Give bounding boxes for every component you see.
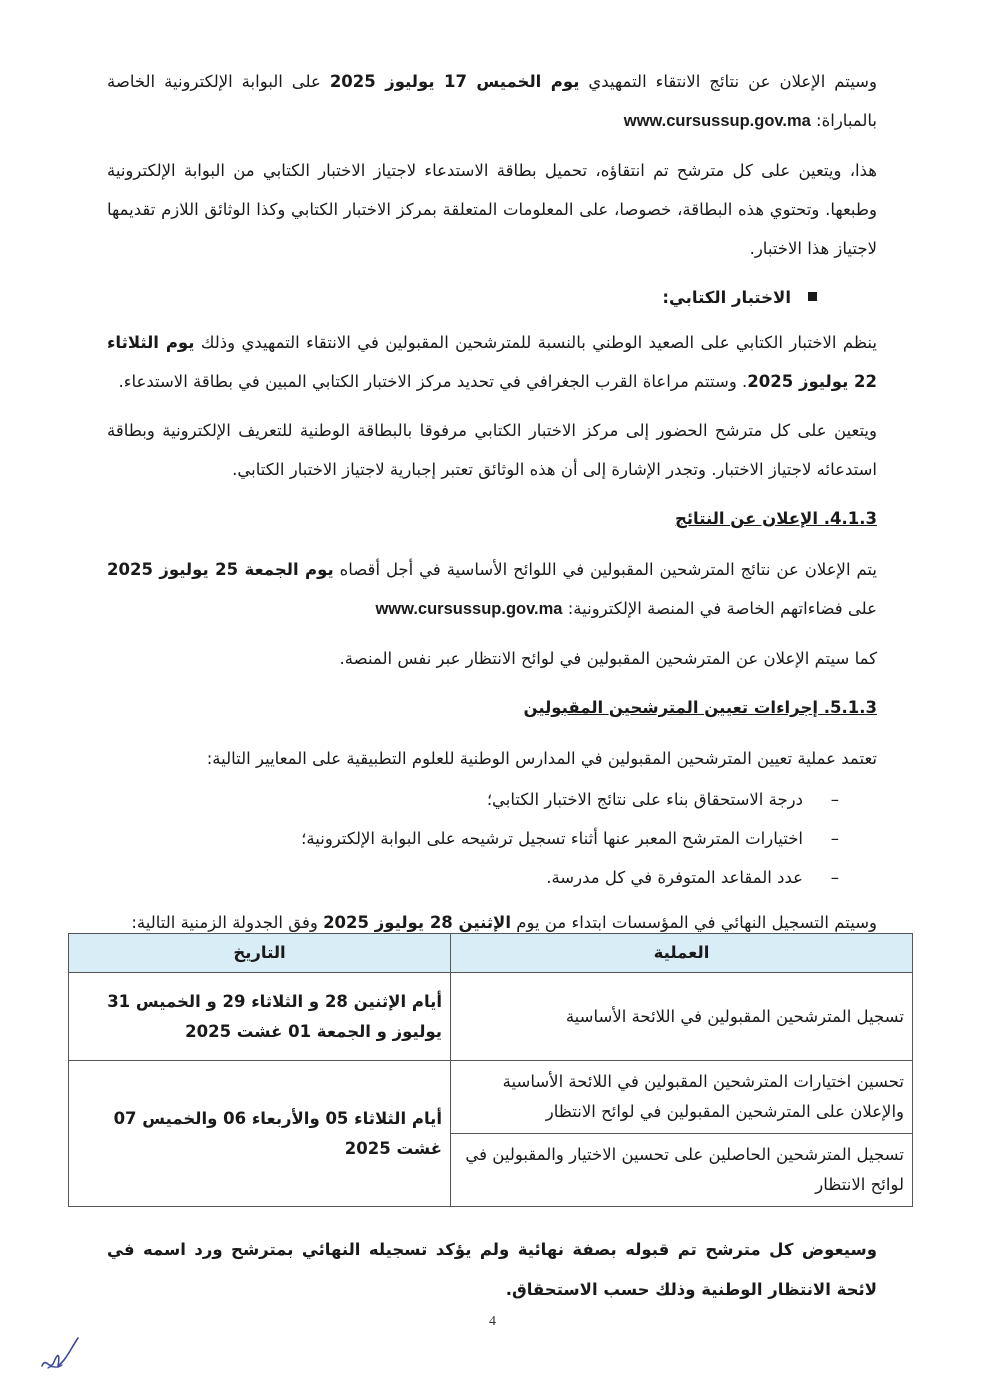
paragraph-waiting-lists: كما سيتم الإعلان عن المترشحين المقبولين في لوائح الانتظار عبر نفس المنصة.: [339, 649, 877, 668]
written-exam-heading: [107, 278, 877, 317]
page-number: 4: [489, 1314, 496, 1329]
square-bullet-icon: [808, 292, 817, 301]
section-title-appointment: 5.1.3. إجراءات تعيين المترشحين المقبولين: [523, 698, 877, 717]
text-span: على البوابة الإلكترونية الخاصة بالمباراة:: [107, 72, 877, 130]
handwritten-signature: [36, 1332, 84, 1374]
portal-link[interactable]: www.cursussup.gov.ma: [623, 112, 811, 130]
criteria-text: عدد المقاعد المتوفرة في كل مدرسة.: [546, 868, 803, 887]
paragraph-convocation-card: هذا، ويتعين على كل مترشح تم انتقاؤه، تحميل بطاقة الاستدعاء لاجتياز الاختبار الكتابي من البوابة الإلكترونية وطبعها. وتحتوي هذه البطاقة، خصوصا، على المعلومات المتعلقة بمركز الاختبار الكتابي وكذا الوثائق اللازم تقديمها لاجتياز هذا الاختبار.: [107, 161, 877, 258]
paragraph-criteria-intro: تعتمد عملية تعيين المترشحين المقبولين في المدارس الوطنية للعلوم التطبيقية على المعايير التالية:: [206, 749, 877, 768]
closing-paragraph: وسيعوض كل مترشح تم قبوله بصفة نهائية ولم يؤكد تسجيله النهائي بمترشح ورد اسمه في لائحة الانتظار الوطنية وذلك حسب الاستحقاق.: [107, 1240, 877, 1299]
dash-bullet-icon: –: [830, 829, 839, 848]
column-header-date: التاريخ: [69, 934, 451, 973]
text-span: وفق الجدولة الزمنية التالية:: [131, 913, 324, 932]
bold-date: يوم الجمعة 25 يوليوز 2025: [107, 560, 334, 579]
paragraph-written-exam-date: [107, 323, 877, 401]
platform-link[interactable]: www.cursussup.gov.ma: [375, 600, 563, 618]
text-span: وسيتم الإعلان عن نتائج الانتقاء التمهيدي: [579, 72, 877, 91]
registration-schedule-table: [68, 933, 913, 1207]
list-item: [107, 819, 839, 858]
table-header-row: [69, 934, 913, 973]
bold-date: الإثنين 28 يوليوز 2025: [323, 913, 511, 932]
table-row: [69, 1061, 913, 1134]
bold-date: يوم الثلاثاء 22 يوليوز 2025: [107, 333, 877, 391]
document-body: [107, 62, 877, 952]
date-cell: أيام الثلاثاء 05 والأربعاء 06 والخميس 07 غشت 2025: [69, 1061, 451, 1207]
paragraph-results-publication: [107, 550, 877, 629]
criteria-list: [107, 780, 877, 897]
list-item: [107, 858, 839, 897]
paragraph-exam-documents: ويتعين على كل مترشح الحضور إلى مركز الاختبار الكتابي مرفوقا بالبطاقة الوطنية للتعريف الإلكترونية وبطاقة استدعائه لاجتياز الاختبار. وتجدر الإشارة إلى أن هذه الوثائق تعتبر إجبارية لاجتياز الاختبار الكتابي.: [107, 421, 877, 479]
table-row: [69, 973, 913, 1061]
dash-bullet-icon: –: [830, 868, 839, 887]
text-span: وسيتم التسجيل النهائي في المؤسسات ابتداء من يوم: [510, 913, 877, 932]
heading-text: الاختبار الكتابي:: [662, 288, 791, 307]
criteria-text: درجة الاستحقاق بناء على نتائج الاختبار الكتابي؛: [486, 790, 803, 809]
column-header-operation: العملية: [451, 934, 913, 973]
paragraph-results-announcement: [107, 62, 877, 141]
criteria-text: اختيارات المترشح المعبر عنها أثناء تسجيل ترشيحه على البوابة الإلكترونية؛: [301, 829, 803, 848]
operation-cell: تسجيل المترشحين المقبولين في اللائحة الأساسية: [451, 973, 913, 1061]
date-cell: أيام الإثنين 28 و الثلاثاء 29 و الخميس 31 يوليوز و الجمعة 01 غشت 2025: [69, 973, 451, 1061]
list-item: [107, 780, 839, 819]
text-span: على فضاءاتهم الخاصة في المنصة الإلكترونية:: [562, 599, 877, 618]
text-span: يتم الإعلان عن نتائج المترشحين المقبولين في اللوائح الأساسية في أجل أقصاه: [333, 560, 877, 579]
section-title-results: 4.1.3. الإعلان عن النتائج: [674, 509, 877, 528]
bold-date: يوم الخميس 17 يوليوز 2025: [329, 72, 580, 91]
text-span: . وستتم مراعاة القرب الجغرافي في تحديد مركز الاختبار الكتابي المبين في بطاقة الاستدعاء.: [118, 372, 748, 391]
text-span: ينظم الاختبار الكتابي على الصعيد الوطني بالنسبة للمترشحين المقبولين في الانتقاء التمهيدي وذلك: [194, 333, 877, 352]
dash-bullet-icon: –: [830, 790, 839, 809]
operation-cell: تسجيل المترشحين الحاصلين على تحسين الاختيار والمقبولين في لوائح الانتظار: [451, 1134, 913, 1207]
operation-cell: تحسين اختيارات المترشحين المقبولين في اللائحة الأساسية والإعلان على المترشحين المقبولين في لوائح الانتظار: [451, 1061, 913, 1134]
